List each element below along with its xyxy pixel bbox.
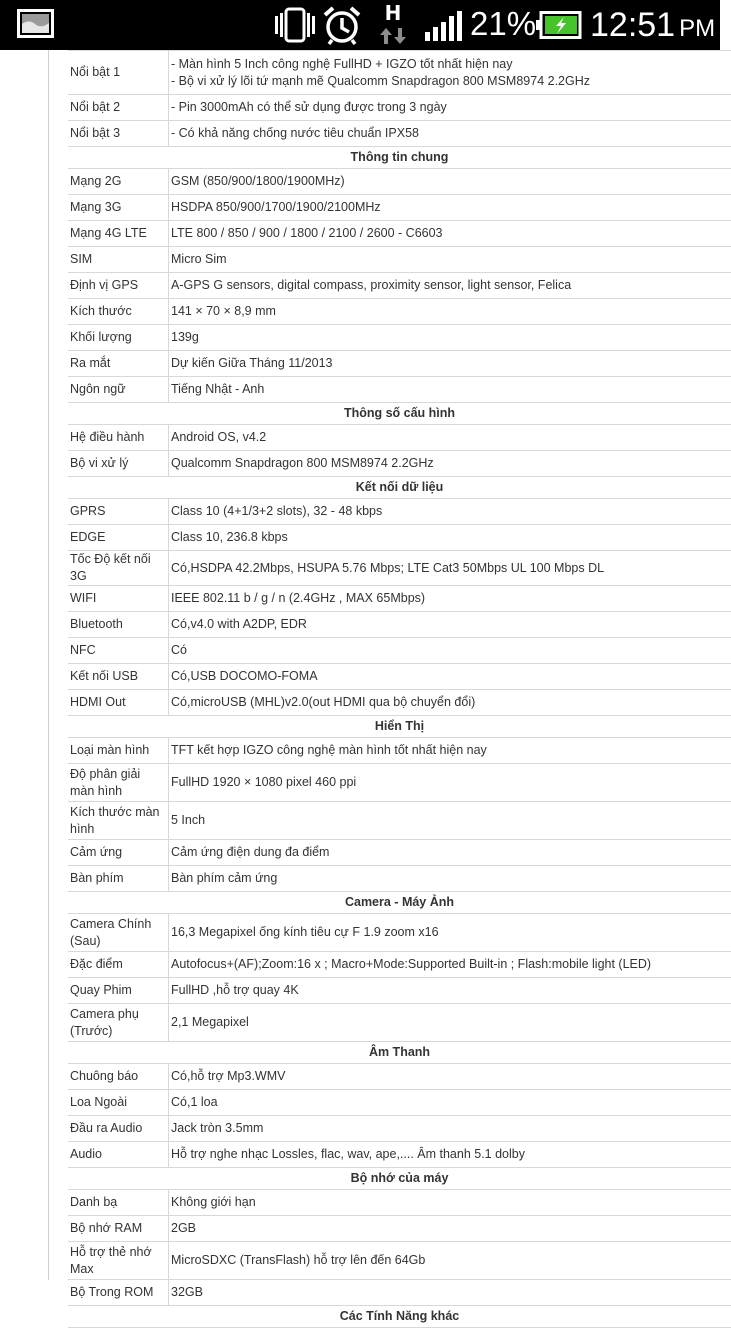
section-title: Các Tính Năng khác (68, 1306, 731, 1328)
spec-label: Bộ Trong ROM (68, 1280, 169, 1306)
spec-label: Kết nối USB (68, 664, 169, 690)
spec-row (68, 738, 731, 764)
spec-row (68, 169, 731, 195)
spec-section-header (68, 1042, 731, 1064)
spec-value: Hỗ trợ nghe nhạc Lossles, flac, wav, ape,.... Âm thanh 5.1 dolby (169, 1142, 731, 1168)
spec-row (68, 1142, 731, 1168)
spec-label: Định vị GPS (68, 273, 169, 299)
spec-value (169, 51, 731, 95)
battery-percent: 21% (470, 4, 536, 44)
clock (590, 4, 715, 50)
spec-row (68, 1280, 731, 1306)
spec-row (68, 499, 731, 525)
spec-label: Kích thước (68, 299, 169, 325)
spec-value: FullHD 1920 × 1080 pixel 460 ppi (169, 764, 731, 802)
spec-value: LTE 800 / 850 / 900 / 1800 / 2100 / 2600 - C6603 (169, 221, 731, 247)
spec-value: Có (169, 638, 731, 664)
spec-row (68, 1242, 731, 1280)
spec-label: Camera phụ (Trước) (68, 1004, 169, 1042)
spec-value: Bàn phím cảm ứng (169, 866, 731, 892)
clock-ampm: PM (679, 15, 715, 42)
spec-value: Không giới hạn (169, 1190, 731, 1216)
section-title: Hiển Thị (68, 716, 731, 738)
section-title: Kết nối dữ liệu (68, 477, 731, 499)
spec-label: SIM (68, 247, 169, 273)
spec-row (68, 425, 731, 451)
spec-label: Mạng 2G (68, 169, 169, 195)
spec-value: Qualcomm Snapdragon 800 MSM8974 2.2GHz (169, 451, 731, 477)
spec-label: NFC (68, 638, 169, 664)
spec-label: Đầu ra Audio (68, 1116, 169, 1142)
spec-section-header (68, 716, 731, 738)
spec-value: 5 Inch (169, 802, 731, 840)
spec-label: Kích thước màn hình (68, 802, 169, 840)
spec-section-header (68, 147, 731, 169)
spec-value: Có,microUSB (MHL)v2.0(out HDMI qua bộ chuyển đổi) (169, 690, 731, 716)
spec-value: Cảm ứng điện dung đa điểm (169, 840, 731, 866)
spec-value: 32GB (169, 1280, 731, 1306)
spec-label: Loa Ngoài (68, 1090, 169, 1116)
spec-row (68, 1064, 731, 1090)
spec-value: Có,USB DOCOMO-FOMA (169, 664, 731, 690)
signal-icon (424, 10, 462, 42)
spec-row (68, 273, 731, 299)
spec-section-header (68, 1168, 731, 1190)
spec-value: IEEE 802.11 b / g / n (2.4GHz , MAX 65Mbps) (169, 586, 731, 612)
spec-value: TFT kết hợp IGZO công nghệ màn hình tốt nhất hiện nay (169, 738, 731, 764)
spec-label: Độ phân giải màn hình (68, 764, 169, 802)
spec-label: Camera Chính (Sau) (68, 914, 169, 952)
spec-row (68, 351, 731, 377)
status-bar (0, 0, 720, 50)
section-title: Thông tin chung (68, 147, 731, 169)
alarm-icon (322, 5, 362, 45)
spec-value: - Pin 3000mAh có thể sử dụng được trong 3 ngày (169, 95, 731, 121)
spec-row (68, 586, 731, 612)
spec-row (68, 802, 731, 840)
spec-label: Ra mắt (68, 351, 169, 377)
spec-value: Autofocus+(AF);Zoom:16 x ; Macro+Mode:Supported Built-in ; Flash:mobile light (LED) (169, 952, 731, 978)
spec-row (68, 51, 731, 95)
spec-row (68, 952, 731, 978)
spec-value: Có,hỗ trợ Mp3.WMV (169, 1064, 731, 1090)
spec-value: Android OS, v4.2 (169, 425, 731, 451)
spec-section-header (68, 892, 731, 914)
spec-row (68, 978, 731, 1004)
data-type-label: H (385, 1, 402, 25)
spec-row (68, 914, 731, 952)
spec-value: Class 10, 236.8 kbps (169, 525, 731, 551)
spec-value: 139g (169, 325, 731, 351)
spec-row (68, 299, 731, 325)
section-title: Thông số cấu hình (68, 403, 731, 425)
spec-value: - Có khả năng chống nước tiêu chuẩn IPX58 (169, 121, 731, 147)
spec-value: 141 × 70 × 8,9 mm (169, 299, 731, 325)
vibrate-icon (273, 6, 317, 44)
spec-label: Bluetooth (68, 612, 169, 638)
spec-row (68, 325, 731, 351)
spec-label: Tốc Độ kết nối 3G (68, 551, 169, 586)
spec-label: Cảm ứng (68, 840, 169, 866)
spec-value-line: - Màn hình 5 Inch công nghệ FullHD + IGZO tốt nhất hiện nay (171, 56, 729, 73)
spec-row (68, 764, 731, 802)
spec-section-header (68, 1306, 731, 1328)
spec-label: Nổi bật 2 (68, 95, 169, 121)
spec-label: HDMI Out (68, 690, 169, 716)
spec-value: Dự kiến Giữa Tháng 11/2013 (169, 351, 731, 377)
spec-value: Micro Sim (169, 247, 731, 273)
spec-section-header (68, 403, 731, 425)
spec-row (68, 1004, 731, 1042)
spec-table (68, 50, 731, 1328)
spec-value: GSM (850/900/1800/1900MHz) (169, 169, 731, 195)
spec-row (68, 451, 731, 477)
spec-label: Danh bạ (68, 1190, 169, 1216)
spec-value: Tiếng Nhật - Anh (169, 377, 731, 403)
spec-label: Nổi bật 3 (68, 121, 169, 147)
spec-value: Có,v4.0 with A2DP, EDR (169, 612, 731, 638)
spec-value: FullHD ,hỗ trợ quay 4K (169, 978, 731, 1004)
section-title: Âm Thanh (68, 1042, 731, 1064)
spec-label: Hỗ trợ thẻ nhớ Max (68, 1242, 169, 1280)
spec-row (68, 1116, 731, 1142)
spec-value-line: - Bộ vi xử lý lõi tứ mạnh mẽ Qualcomm Snapdragon 800 MSM8974 2.2GHz (171, 73, 729, 90)
spec-label: Chuông báo (68, 1064, 169, 1090)
spec-row (68, 1090, 731, 1116)
spec-value: Class 10 (4+1/3+2 slots), 32 - 48 kbps (169, 499, 731, 525)
spec-label: Khối lượng (68, 325, 169, 351)
spec-row (68, 121, 731, 147)
clock-time: 12:51 (590, 6, 675, 44)
spec-label: Mạng 3G (68, 195, 169, 221)
spec-label: Quay Phim (68, 978, 169, 1004)
spec-row (68, 95, 731, 121)
spec-label: EDGE (68, 525, 169, 551)
spec-label: Đặc điểm (68, 952, 169, 978)
spec-label: Loại màn hình (68, 738, 169, 764)
section-title: Bộ nhớ của máy (68, 1168, 731, 1190)
spec-label: Nổi bật 1 (68, 51, 169, 95)
spec-row (68, 525, 731, 551)
spec-value: Có,1 loa (169, 1090, 731, 1116)
spec-label: Hệ điều hành (68, 425, 169, 451)
spec-row (68, 1190, 731, 1216)
spec-row (68, 690, 731, 716)
spec-label: Bàn phím (68, 866, 169, 892)
spec-label: Bộ vi xử lý (68, 451, 169, 477)
page-border (48, 50, 49, 1280)
spec-row (68, 664, 731, 690)
spec-row (68, 1216, 731, 1242)
spec-row (68, 866, 731, 892)
section-title: Camera - Máy Ảnh (68, 892, 731, 914)
spec-row (68, 551, 731, 586)
spec-row (68, 221, 731, 247)
spec-value: HSDPA 850/900/1700/1900/2100MHz (169, 195, 731, 221)
spec-value: 16,3 Megapixel ống kính tiêu cự F 1.9 zoom x16 (169, 914, 731, 952)
spec-label: Bộ nhớ RAM (68, 1216, 169, 1242)
spec-section-header (68, 477, 731, 499)
spec-label: WIFI (68, 586, 169, 612)
webpage-content[interactable] (0, 50, 720, 1280)
spec-row (68, 377, 731, 403)
spec-label: GPRS (68, 499, 169, 525)
spec-row (68, 840, 731, 866)
spec-label: Mạng 4G LTE (68, 221, 169, 247)
spec-row (68, 195, 731, 221)
spec-value: 2GB (169, 1216, 731, 1242)
battery-charging-icon (536, 11, 582, 39)
gallery-icon (17, 9, 54, 38)
spec-row (68, 247, 731, 273)
spec-value: Jack tròn 3.5mm (169, 1116, 731, 1142)
spec-row (68, 612, 731, 638)
spec-label: Audio (68, 1142, 169, 1168)
hspa-data-icon (376, 2, 410, 46)
spec-row (68, 638, 731, 664)
spec-value: Có,HSDPA 42.2Mbps, HSUPA 5.76 Mbps; LTE Cat3 50Mbps UL 100 Mbps DL (169, 551, 731, 586)
spec-value: 2,1 Megapixel (169, 1004, 731, 1042)
spec-value: A-GPS G sensors, digital compass, proximity sensor, light sensor, Felica (169, 273, 731, 299)
spec-value: MicroSDXC (TransFlash) hỗ trợ lên đến 64Gb (169, 1242, 731, 1280)
spec-label: Ngôn ngữ (68, 377, 169, 403)
